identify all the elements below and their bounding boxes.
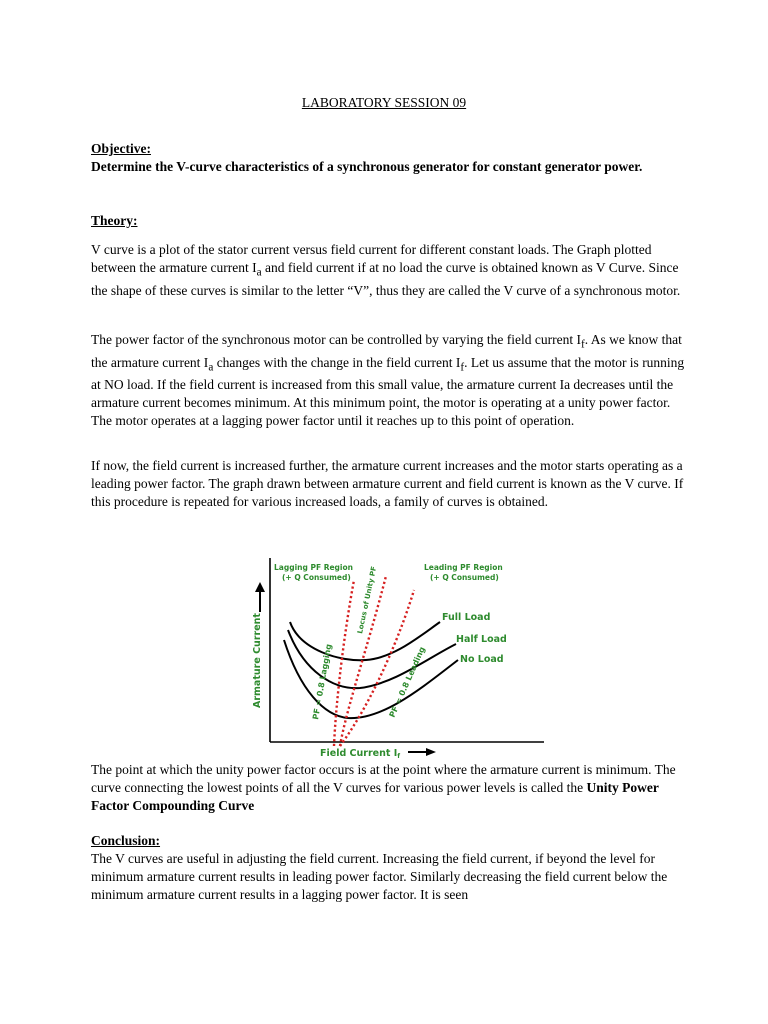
theory-p1-sub-a: a bbox=[256, 266, 262, 279]
theory-paragraph-3: If now, the field current is increased further, the armature current increases and the motor starts operating as a leading power factor. The graph drawn between armature current and field current is known as the V curve. If this procedure is repeated for various increased loads, a family of curves is obtained. bbox=[91, 458, 684, 509]
theory-heading bbox=[91, 212, 691, 230]
page-title: LABORATORY SESSION 09 bbox=[301, 95, 467, 110]
leading-region-sub: (+ Q Consumed) bbox=[430, 573, 499, 582]
full-load-label: Full Load bbox=[442, 612, 491, 623]
lagging-region-sub: (+ Q Consumed) bbox=[282, 573, 351, 582]
objective-section bbox=[91, 140, 691, 176]
half-load-label: Half Load bbox=[456, 634, 507, 645]
theory-paragraph-1 bbox=[91, 241, 691, 300]
unity-locus-label: Locus of Unity PF bbox=[356, 565, 379, 635]
leading-locus-label: PF = 0.8 Leading bbox=[387, 645, 427, 719]
x-arrow-head bbox=[426, 748, 436, 756]
theory-p2-part-d: . Let us assume that the motor is running at NO load. If the field current is increased from this small value, the armature current Ia decreases until the armature current becomes minimum. At this minimum point, the motor is operating at a unity power factor. The motor operates at a lagging power factor until it reaches up to this point of operation. bbox=[91, 354, 685, 429]
after-figure-text: The point at which the unity power factor occurs is at the point where the armature current is minimum. The curve connecting the lowest points of all the V curves for various power levels is called the bbox=[91, 762, 676, 795]
theory-heading-text: Theory: bbox=[91, 213, 138, 228]
leading-pf-locus bbox=[340, 590, 414, 746]
objective-heading: Objective: bbox=[91, 141, 151, 156]
x-axis-label bbox=[320, 748, 400, 758]
lagging-locus-label: PF = 0.8 Lagging bbox=[311, 643, 334, 721]
conclusion-text: The V curves are useful in adjusting the field current. Increasing the field current, if beyond the level for minimum armature current results in leading power factor. Similarly decreasing the field current below the minimum armature current results in a lagging power factor. It is seen bbox=[91, 851, 668, 902]
no-load-curve bbox=[284, 640, 458, 721]
theory-p2-part-b: . As we know that the armature current I bbox=[91, 332, 682, 370]
unity-pf-compounding-term: Unity Power Factor Compounding Curve bbox=[91, 780, 659, 813]
v-curve-diagram bbox=[244, 550, 556, 758]
theory-p2-part-c: changes with the change in the field current I bbox=[213, 354, 461, 370]
no-load-label: No Load bbox=[460, 654, 504, 665]
leading-region-label: Leading PF Region bbox=[424, 563, 503, 572]
theory-p2-sub-1: f bbox=[580, 338, 585, 351]
y-axis-label: Armature Current bbox=[252, 613, 263, 708]
lagging-pf-locus bbox=[334, 580, 354, 746]
theory-p1-part-a: V curve is a plot of the stator current versus field current for different constant loads. The Graph plotted between the armature current I bbox=[91, 242, 652, 275]
lagging-region-label: Lagging PF Region bbox=[274, 563, 353, 572]
v-curve-figure bbox=[244, 550, 556, 758]
theory-p1-part-b: and field current if at no load the curve is obtained known as V Curve. Since the shape of these curves is similar to the letter “V”, thus they are called the V curve of a synchronous motor. bbox=[91, 260, 681, 298]
theory-p2-sub-3: f bbox=[460, 361, 465, 374]
theory-p2-part-a: The power factor of the synchronous motor can be controlled by varying the field current I bbox=[91, 332, 581, 347]
theory-paragraph-2 bbox=[91, 331, 691, 430]
objective-text: Determine the V-curve characteristics of a synchronous generator for constant generator power. bbox=[91, 159, 643, 174]
theory-p2-sub-2: a bbox=[208, 361, 214, 374]
conclusion-section bbox=[91, 832, 691, 904]
x-axis-label-main: Field Current I bbox=[320, 748, 398, 758]
x-axis-label-sub: f bbox=[397, 752, 401, 758]
after-figure-paragraph bbox=[91, 761, 691, 815]
conclusion-heading: Conclusion: bbox=[91, 833, 161, 848]
y-arrow-head bbox=[255, 582, 265, 592]
